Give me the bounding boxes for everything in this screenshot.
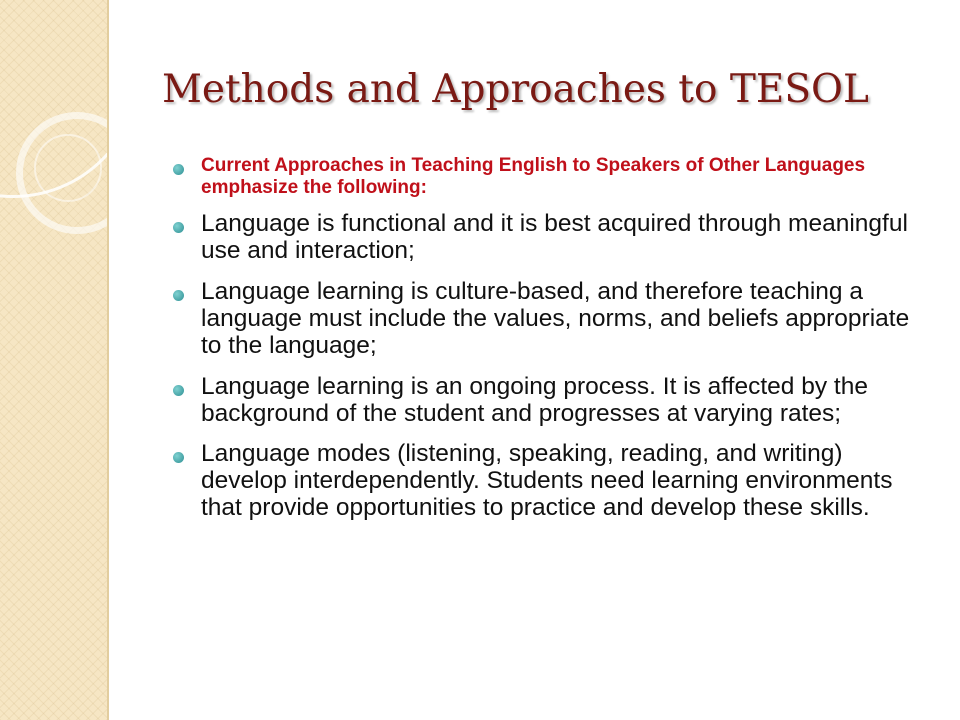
decorative-ring	[34, 134, 102, 202]
bullet-text: Current Approaches in Teaching English to Speakers of Other Languages emphasize the following:	[201, 155, 866, 198]
bullet-item	[162, 278, 932, 359]
bullet-icon	[173, 222, 184, 233]
bullet-item	[162, 440, 932, 521]
bullet-item	[162, 373, 932, 427]
bullet-text: Language learning is culture-based, and therefore teaching a language must include the values, norms, and beliefs appropriate to the language;	[201, 278, 910, 359]
decorative-sidebar	[0, 0, 109, 720]
intro-bullet	[162, 155, 932, 199]
bullet-text: Language is functional and it is best acquired through meaningful use and interaction;	[201, 210, 908, 264]
bullet-list	[162, 155, 932, 521]
bullet-icon	[173, 164, 184, 175]
bullet-icon	[173, 290, 184, 301]
bullet-text: Language learning is an ongoing process. It is affected by the background of the student and progresses at varying rates;	[201, 373, 868, 427]
bullet-icon	[173, 452, 184, 463]
bullet-icon	[173, 385, 184, 396]
bullet-text: Language modes (listening, speaking, reading, and writing) develop interdependently. Students need learning environments that provide opportunities to practice and develop these skills.	[201, 440, 893, 521]
bullet-item	[162, 210, 932, 264]
slide-title: Methods and Approaches to TESOL	[162, 67, 869, 112]
